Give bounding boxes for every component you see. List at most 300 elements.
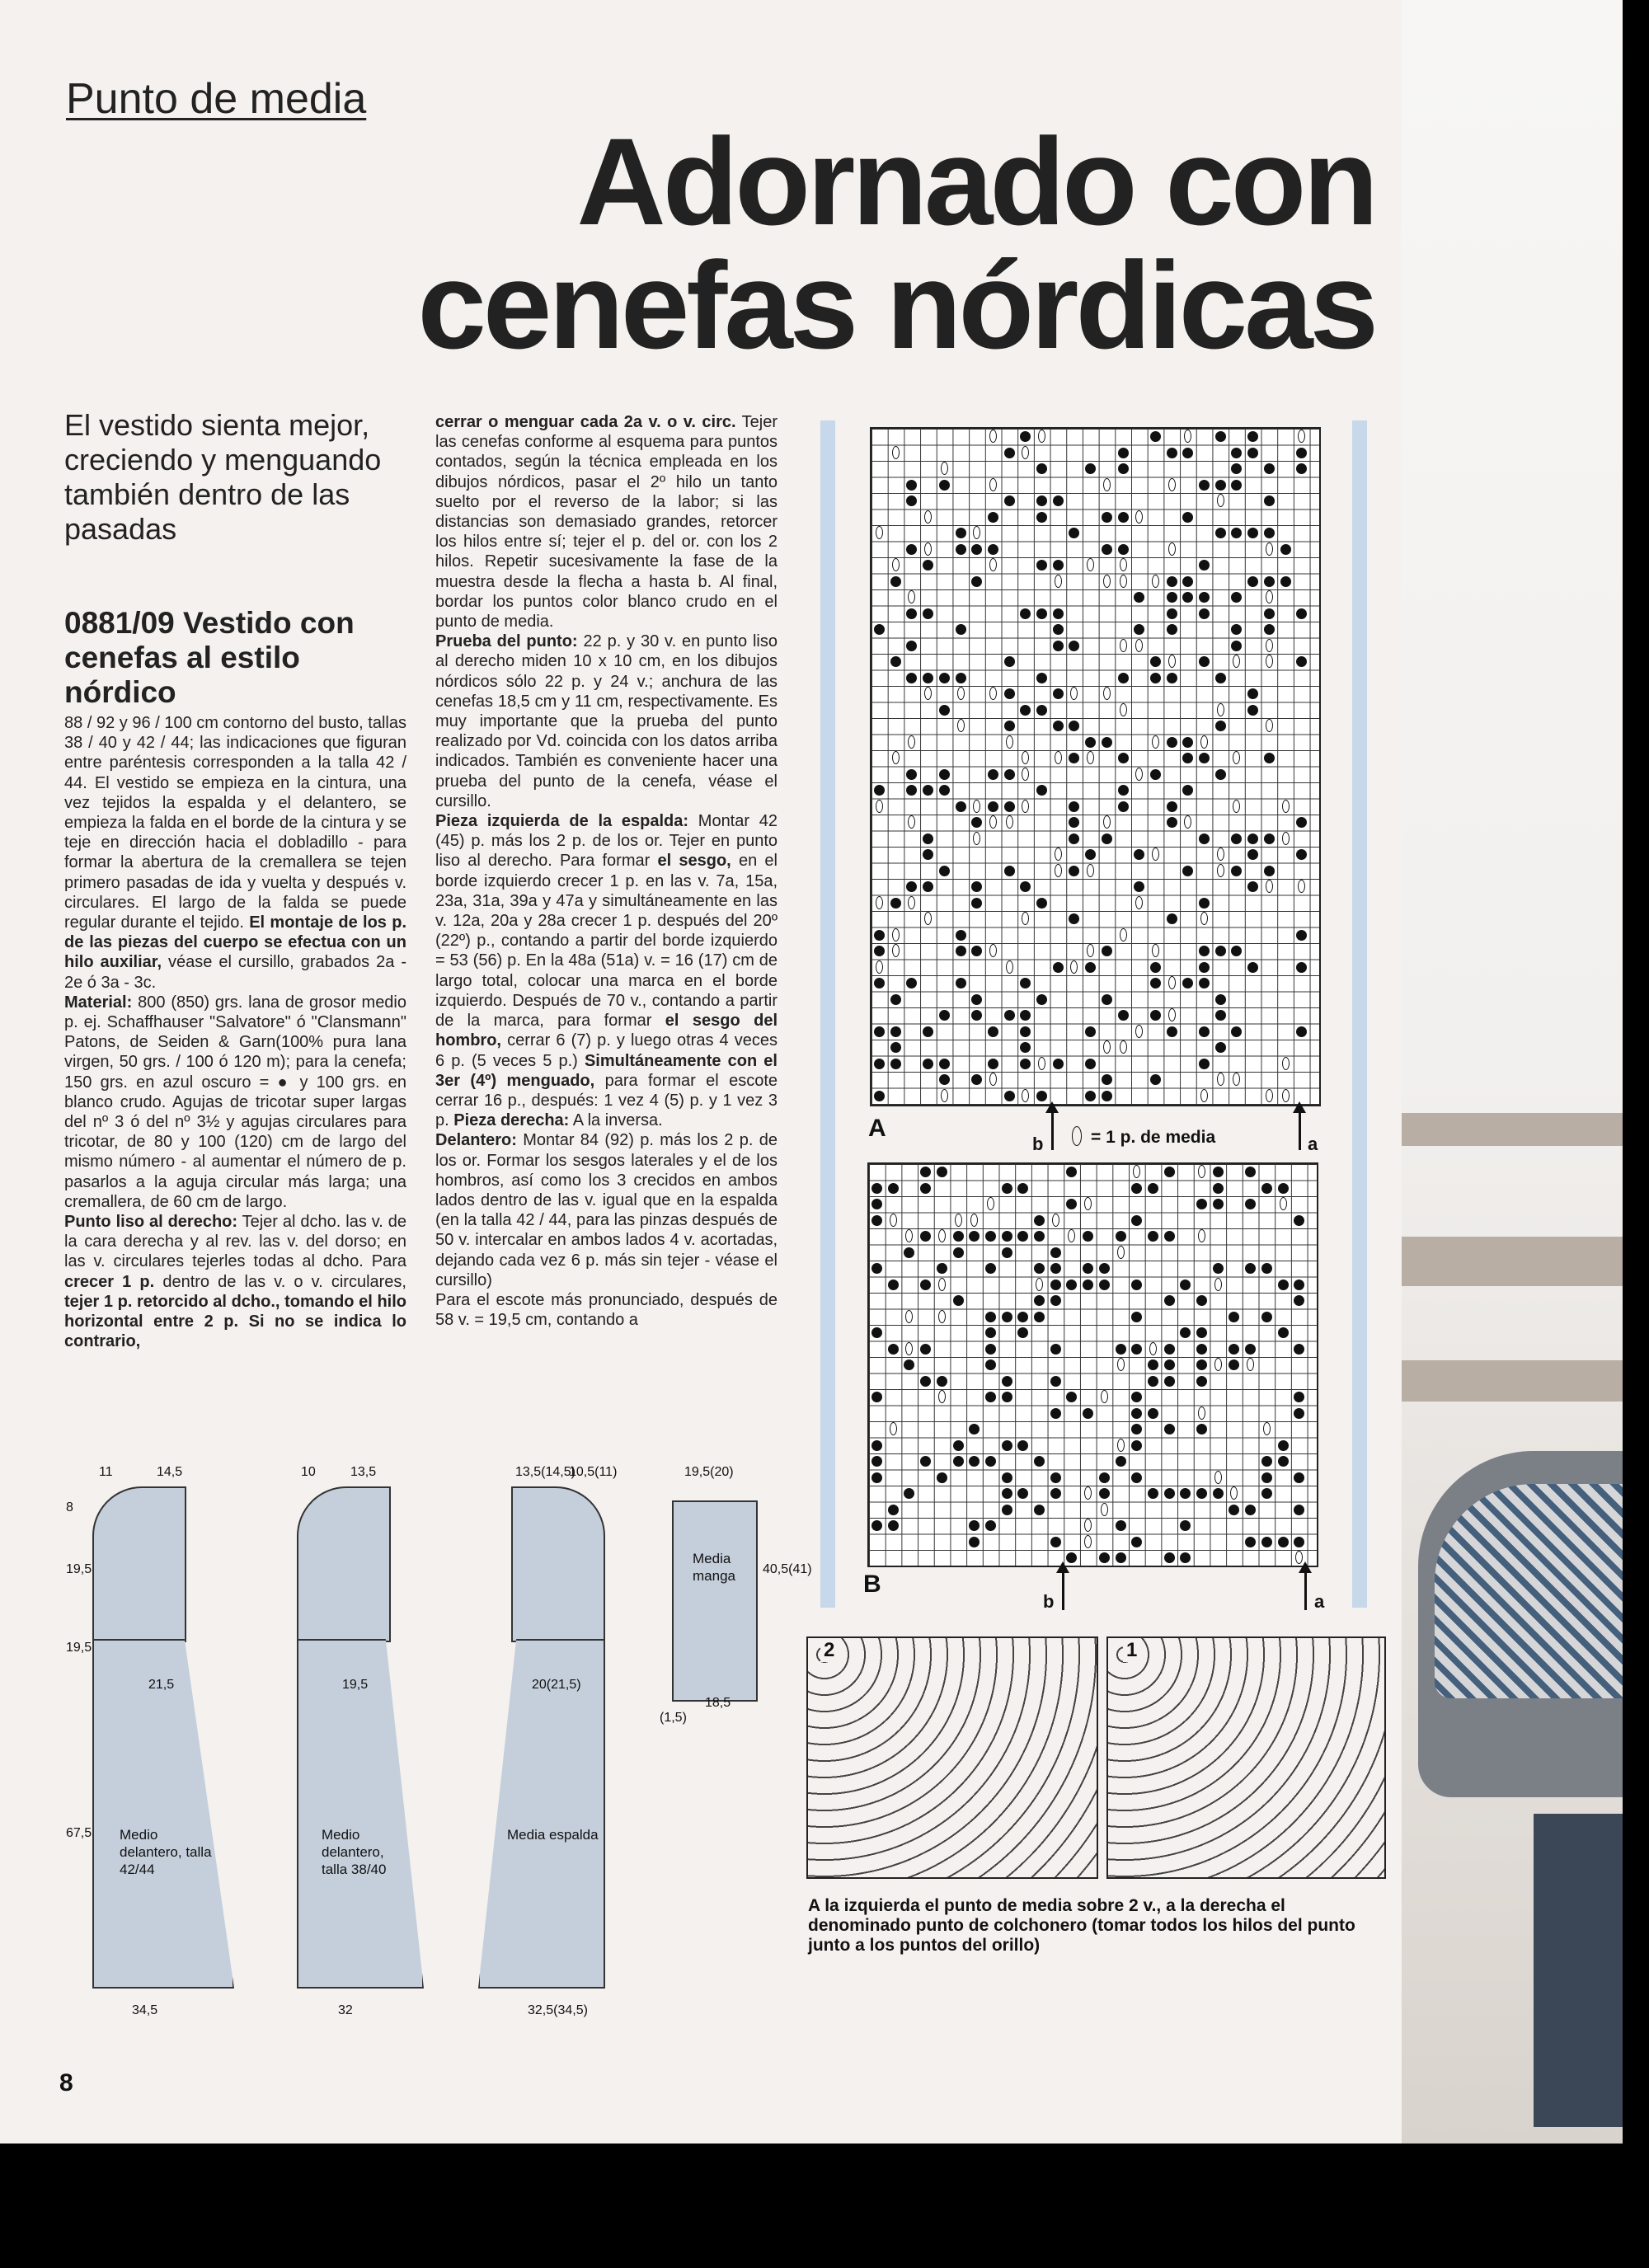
stitch-dot-icon	[1231, 448, 1242, 458]
illustration-duplicate-stitch	[806, 1636, 1098, 1879]
stitch-dot-icon	[969, 1456, 980, 1467]
bodice-shape	[92, 1486, 186, 1642]
stitch-dot-icon	[985, 1231, 996, 1242]
stitch-dot-icon	[1180, 1552, 1191, 1563]
stitch-dot-icon	[1213, 1199, 1224, 1209]
illustration-number: 2	[820, 1639, 838, 1662]
stitch-oval-icon	[1052, 1214, 1059, 1227]
stitch-dot-icon	[888, 1280, 899, 1290]
stitch-dot-icon	[920, 1456, 931, 1467]
stitch-oval-icon	[876, 960, 883, 974]
dim-label: 11	[99, 1465, 113, 1479]
stitch-dot-icon	[1036, 898, 1047, 909]
instructions-text: 800 (850) grs. lana de grosor medio p. ej. Schaffhauser "Salvatore" ó "Clansmann" Patons, de Seiden & Garn(100% pura lana virgen, 50 grs. / 100 ó 120 m); para la cenefa; 150 grs. en azul oscuro = ● y 100 grs. en blanco crudo. Agujas de tricotar super largas del nº 3 ó del nº 3½ y agujas circulares para tricotar, de 80 y 100 (120) cm de largo del mismo número - al aumentar el número de p. pasarlos a la aguja circular más larga; una cremallera, de 60 cm de largo.	[64, 993, 406, 1211]
dim-label: 8	[66, 1500, 73, 1514]
stitch-dot-icon	[923, 881, 933, 892]
chart-b-letter: B	[863, 1571, 881, 1598]
stitch-oval-icon	[1068, 1229, 1075, 1242]
stitch-dot-icon	[1294, 1505, 1304, 1515]
illustration-caption: A la izquierda el punto de media sobre 2 v., a la derecha el denominado punto de colchonero (tomar todos los hilos del punto junto a los puntos del orillo)	[808, 1896, 1355, 1955]
instructions-paragraph	[64, 993, 406, 1212]
stitch-oval-icon	[1184, 430, 1191, 443]
stitch-dot-icon	[1053, 1059, 1064, 1069]
stitch-oval-icon	[1200, 1089, 1208, 1102]
stitch-oval-icon	[989, 478, 997, 491]
stitch-dot-icon	[1199, 962, 1210, 973]
stitch-dot-icon	[1036, 608, 1047, 619]
stitch-dot-icon	[1247, 576, 1258, 587]
stitch-dot-icon	[1004, 688, 1015, 699]
instructions-bold-text: el sesgo del hombro,	[435, 1012, 778, 1050]
stitch-dot-icon	[1148, 1488, 1158, 1499]
stitch-dot-icon	[1116, 1520, 1126, 1531]
stitch-dot-icon	[1036, 560, 1047, 571]
stitch-oval-icon	[1103, 1040, 1111, 1054]
stitch-dot-icon	[1213, 1488, 1224, 1499]
stitch-dot-icon	[1196, 1376, 1207, 1387]
stitch-dot-icon	[906, 544, 917, 555]
stitch-oval-icon	[1120, 639, 1127, 652]
stitch-oval-icon	[938, 1390, 946, 1403]
stitch-dot-icon	[1278, 1183, 1289, 1194]
stitch-dot-icon	[1036, 705, 1047, 716]
instructions-paragraph	[64, 713, 406, 993]
stitch-dot-icon	[956, 528, 966, 538]
dim-label: 34,5	[132, 2003, 158, 2017]
stitch-dot-icon	[1164, 1231, 1175, 1242]
stitch-dot-icon	[1002, 1247, 1012, 1258]
stitch-dot-icon	[1196, 1488, 1207, 1499]
stitch-dot-icon	[1053, 721, 1064, 731]
nordic-border-photo	[1435, 1484, 1623, 1698]
stitch-dot-icon	[1017, 1183, 1028, 1194]
stitch-dot-icon	[874, 930, 885, 941]
stitch-oval-icon	[876, 896, 883, 909]
stitch-dot-icon	[1180, 1520, 1191, 1531]
bench-plank	[1402, 1360, 1623, 1402]
stitch-dot-icon	[1199, 1026, 1210, 1037]
stitch-dot-icon	[1118, 801, 1129, 812]
stitch-oval-icon	[1135, 639, 1143, 652]
instructions-bold-text: Prueba del punto:	[435, 632, 578, 651]
stitch-dot-icon	[1247, 833, 1258, 844]
instructions-bold-text: tejer 1 p. retorcido al dcho., tomando el hilo horizontal entre 2 p. Si no se indica lo contrario,	[64, 1292, 406, 1351]
stitch-dot-icon	[1069, 528, 1079, 538]
stitch-dot-icon	[906, 881, 917, 892]
stitch-dot-icon	[1231, 463, 1242, 474]
stitch-dot-icon	[1102, 737, 1112, 748]
stitch-dot-icon	[1131, 1537, 1142, 1547]
stitch-dot-icon	[1296, 817, 1307, 828]
stitch-oval-icon	[892, 928, 900, 941]
arrow-head-icon	[1056, 1561, 1069, 1573]
stitch-oval-icon	[1217, 1073, 1224, 1086]
stitch-oval-icon	[1168, 655, 1176, 668]
stitch-dot-icon	[1167, 608, 1177, 619]
stitch-dot-icon	[1231, 641, 1242, 651]
stitch-dot-icon	[1247, 962, 1258, 973]
stitch-dot-icon	[1199, 978, 1210, 988]
instructions-bold-text: Pieza derecha:	[453, 1111, 570, 1130]
instructions-text: Montar 42 (45) p. más los 2 p. de los or. Tejer en punto liso al derecho. Para formar	[435, 812, 778, 871]
stitch-dot-icon	[871, 1392, 882, 1402]
stitch-dot-icon	[1167, 624, 1177, 635]
stitch-dot-icon	[1247, 431, 1258, 442]
stitch-dot-icon	[1085, 737, 1096, 748]
stitch-dot-icon	[1245, 1167, 1256, 1177]
stitch-dot-icon	[871, 1199, 882, 1209]
stitch-oval-icon	[1006, 815, 1013, 829]
stitch-dot-icon	[1215, 769, 1226, 780]
dim-label: 21,5	[148, 1678, 175, 1692]
bench-plank	[1402, 1237, 1623, 1286]
stitch-dot-icon	[1118, 673, 1129, 683]
stitch-dot-icon	[939, 480, 950, 491]
stitch-dot-icon	[1036, 994, 1047, 1005]
stitch-oval-icon	[1168, 976, 1176, 989]
stitch-dot-icon	[1036, 1091, 1047, 1101]
stitch-oval-icon	[1084, 1535, 1092, 1548]
stitch-dot-icon	[953, 1295, 964, 1306]
stitch-dot-icon	[1296, 608, 1307, 619]
stitch-dot-icon	[985, 1263, 996, 1274]
stitch-dot-icon	[1296, 849, 1307, 860]
stitch-dot-icon	[1231, 480, 1242, 491]
stitch-dot-icon	[871, 1183, 882, 1194]
stitch-dot-icon	[1002, 1488, 1012, 1499]
stitch-oval-icon	[1152, 575, 1159, 588]
stitch-dot-icon	[888, 1520, 899, 1531]
stitch-dot-icon	[1116, 1344, 1126, 1355]
stitch-dot-icon	[937, 1376, 947, 1387]
stitch-dot-icon	[1294, 1344, 1304, 1355]
stitch-dot-icon	[939, 866, 950, 876]
stitch-oval-icon	[1282, 1057, 1290, 1070]
stitch-dot-icon	[939, 705, 950, 716]
stitch-dot-icon	[1164, 1359, 1175, 1370]
stitch-dot-icon	[1066, 1392, 1077, 1402]
stitch-dot-icon	[939, 769, 950, 780]
stitch-dot-icon	[904, 1488, 914, 1499]
stitch-dot-icon	[1131, 1392, 1142, 1402]
stitch-dot-icon	[1213, 1263, 1224, 1274]
stitch-dot-icon	[1199, 833, 1210, 844]
stitch-oval-icon	[987, 1197, 994, 1210]
stitch-dot-icon	[1085, 1026, 1096, 1037]
stitch-dot-icon	[871, 1472, 882, 1483]
stitch-dot-icon	[956, 673, 966, 683]
instructions-text: 22 p. y 30 v. en punto liso al derecho miden 10 x 10 cm, en los dibujos nórdicos sólo 22 p. y 24 v.; anchura de las cenefas 18,5 cm y 11 cm, respectivamente. Es muy importante que la prueba del punto realizado por Vd. coincida con los datos arriba indicados. También es conveniente hacer una prueba del punto de la cenefa, véase el cursillo.	[435, 632, 778, 810]
stitch-dot-icon	[1004, 1091, 1015, 1101]
stitch-dot-icon	[920, 1231, 931, 1242]
stitch-oval-icon	[890, 1214, 897, 1227]
schematic-front-4244	[66, 1465, 239, 2017]
stitch-dot-icon	[1196, 1424, 1207, 1435]
stitch-dot-icon	[1280, 576, 1291, 587]
instructions-bold-text: Material:	[64, 993, 133, 1012]
stitch-dot-icon	[1294, 1280, 1304, 1290]
stitch-oval-icon	[1266, 590, 1273, 603]
stitch-dot-icon	[939, 1059, 950, 1069]
dim-label: 32	[338, 2003, 353, 2017]
stitch-dot-icon	[1069, 721, 1079, 731]
stitch-dot-icon	[1182, 448, 1193, 458]
instructions-bold-text: El montaje de los p. de las piezas del cuerpo se efectua con un hilo auxiliar,	[64, 913, 406, 972]
stitch-dot-icon	[1102, 994, 1112, 1005]
stitch-dot-icon	[1164, 1552, 1175, 1563]
stitch-dot-icon	[1020, 1059, 1031, 1069]
stitch-dot-icon	[1085, 849, 1096, 860]
stitch-dot-icon	[890, 576, 901, 587]
stitch-dot-icon	[1131, 1312, 1142, 1322]
stitch-dot-icon	[1182, 753, 1193, 763]
stitch-dot-icon	[1199, 946, 1210, 956]
stitch-dot-icon	[1036, 512, 1047, 523]
stitch-dot-icon	[1294, 1472, 1304, 1483]
stitch-dot-icon	[1118, 448, 1129, 458]
stitch-oval-icon	[1214, 1358, 1222, 1371]
stitch-dot-icon	[1180, 1488, 1191, 1499]
stitch-dot-icon	[1182, 576, 1193, 587]
stitch-dot-icon	[871, 1456, 882, 1467]
stitch-dot-icon	[1131, 1424, 1142, 1435]
stitch-dot-icon	[1231, 946, 1242, 956]
dim-label: 32,5(34,5)	[528, 2003, 588, 2017]
schematic-back	[470, 1465, 635, 2017]
stitch-dot-icon	[1034, 1505, 1045, 1515]
stitch-oval-icon	[892, 944, 900, 957]
stitch-dot-icon	[1083, 1280, 1093, 1290]
stitch-dot-icon	[1164, 1344, 1175, 1355]
stitch-dot-icon	[1069, 641, 1079, 651]
instructions-paragraph	[435, 412, 778, 632]
stitch-dot-icon	[1215, 946, 1226, 956]
stitch-dot-icon	[937, 1472, 947, 1483]
stitch-dot-icon	[1020, 1026, 1031, 1037]
stitch-dot-icon	[1229, 1312, 1239, 1322]
stitch-oval-icon	[1280, 1197, 1287, 1210]
stitch-dot-icon	[1247, 881, 1258, 892]
stitch-oval-icon	[1038, 430, 1045, 443]
stitch-dot-icon	[1196, 1344, 1207, 1355]
stitch-dot-icon	[874, 624, 885, 635]
stitch-dot-icon	[1182, 592, 1193, 603]
stitch-dot-icon	[1034, 1263, 1045, 1274]
piece-label: Medio delantero, talla 42/44	[120, 1827, 212, 1877]
stitch-dot-icon	[1167, 737, 1177, 748]
stitch-dot-icon	[1167, 592, 1177, 603]
stitch-dot-icon	[1150, 673, 1161, 683]
stitch-oval-icon	[1266, 655, 1273, 668]
stitch-dot-icon	[1167, 448, 1177, 458]
stitch-oval-icon	[1022, 768, 1029, 781]
stitch-oval-icon	[1103, 687, 1111, 700]
stitch-oval-icon	[1087, 558, 1094, 571]
stitch-dot-icon	[906, 608, 917, 619]
stitch-dot-icon	[1199, 560, 1210, 571]
dim-label: 14,5	[157, 1465, 183, 1479]
stitch-oval-icon	[1217, 494, 1224, 507]
stitch-dot-icon	[1102, 544, 1112, 555]
stitch-dot-icon	[1150, 431, 1161, 442]
stitch-oval-icon	[1135, 510, 1143, 524]
stitch-dot-icon	[988, 769, 998, 780]
stitch-dot-icon	[1215, 431, 1226, 442]
instructions-text: Montar 84 (92) p. más los 2 p. de los or. Formar los sesgos laterales y el de los hombros, así como los 3 crecidos en ambos lados dentro de las v. igual que en la espalda (en la talla 42 / 44, para las pinzas después de 50 v. intercalar en ambos lados 4 v. acortadas, dejando cada vez 6 p. más sin tejer - véase el cursillo)	[435, 1131, 778, 1289]
stitch-dot-icon	[920, 1344, 931, 1355]
stitch-oval-icon	[1084, 1197, 1092, 1210]
stitch-dot-icon	[1134, 849, 1144, 860]
stitch-oval-icon	[892, 558, 900, 571]
stitch-oval-icon	[1022, 751, 1029, 764]
stitch-dot-icon	[1053, 962, 1064, 973]
stitch-dot-icon	[1020, 431, 1031, 442]
stitch-dot-icon	[1164, 1167, 1175, 1177]
bodice-shape	[511, 1486, 605, 1642]
stitch-dot-icon	[1116, 1456, 1126, 1467]
stitch-oval-icon	[989, 687, 997, 700]
instructions-bold-text: Delantero:	[435, 1131, 517, 1150]
stitch-dot-icon	[1247, 849, 1258, 860]
stitch-dot-icon	[1294, 1537, 1304, 1547]
instructions-bold-text: cerrar o menguar cada 2a v. o v. circ.	[435, 413, 736, 431]
stitch-dot-icon	[1261, 1263, 1272, 1274]
stitch-oval-icon	[989, 430, 997, 443]
stitch-oval-icon	[1233, 751, 1240, 764]
stitch-oval-icon	[908, 815, 915, 829]
stitch-oval-icon	[1133, 1165, 1140, 1178]
stitch-dot-icon	[1231, 1026, 1242, 1037]
stitch-dot-icon	[1278, 1327, 1289, 1338]
dim-label: 10,5(11)	[569, 1465, 618, 1479]
stitch-dot-icon	[953, 1440, 964, 1451]
stitch-dot-icon	[1261, 1472, 1272, 1483]
stitch-dot-icon	[920, 1280, 931, 1290]
piece-label: Medio delantero, talla 38/40	[322, 1827, 387, 1877]
stitch-dot-icon	[1229, 1359, 1239, 1370]
stitch-dot-icon	[1261, 1456, 1272, 1467]
stitch-dot-icon	[1296, 463, 1307, 474]
stitch-dot-icon	[969, 1231, 980, 1242]
stitch-oval-icon	[938, 1229, 946, 1242]
stitch-dot-icon	[1050, 1263, 1061, 1274]
stitch-dot-icon	[1182, 512, 1193, 523]
stitch-dot-icon	[1199, 753, 1210, 763]
stitch-dot-icon	[1167, 801, 1177, 812]
stitch-dot-icon	[985, 1327, 996, 1338]
chart-b-grid	[867, 1162, 1318, 1567]
stitch-oval-icon	[1233, 655, 1240, 668]
stitch-dot-icon	[1131, 1344, 1142, 1355]
stitch-dot-icon	[1199, 480, 1210, 491]
title-line-2: cenefas nórdicas	[417, 236, 1375, 374]
chart-legend: = 1 p. de media	[1091, 1128, 1216, 1147]
stitch-oval-icon	[1168, 478, 1176, 491]
stitch-oval-icon	[908, 896, 915, 909]
stitch-oval-icon	[1135, 896, 1143, 909]
stitch-dot-icon	[971, 946, 982, 956]
stitch-oval-icon	[989, 1073, 997, 1086]
stitch-dot-icon	[1020, 1042, 1031, 1053]
stitch-dot-icon	[1118, 1010, 1129, 1021]
stitch-dot-icon	[923, 1059, 933, 1069]
stitch-dot-icon	[1053, 641, 1064, 651]
stitch-dot-icon	[1131, 1440, 1142, 1451]
section-label: Punto de media	[66, 75, 367, 123]
stitch-dot-icon	[1050, 1472, 1061, 1483]
stitch-dot-icon	[1148, 1408, 1158, 1419]
stitch-dot-icon	[1036, 463, 1047, 474]
stitch-dot-icon	[1083, 1408, 1093, 1419]
stitch-dot-icon	[1118, 463, 1129, 474]
stitch-dot-icon	[1050, 1295, 1061, 1306]
lead-text: El vestido sienta mejor, creciendo y menguando también dentro de las pasadas	[64, 408, 382, 546]
stitch-dot-icon	[923, 1026, 933, 1037]
stitch-dot-icon	[904, 1359, 914, 1370]
stitch-dot-icon	[888, 1344, 899, 1355]
stitch-dot-icon	[1245, 1263, 1256, 1274]
stitch-dot-icon	[1167, 817, 1177, 828]
instructions-bold-text: Pieza izquierda de la espalda:	[435, 812, 689, 831]
chart-a-arrow-a: a	[1308, 1134, 1318, 1154]
stitch-oval-icon	[1217, 864, 1224, 877]
stitch-dot-icon	[1034, 1295, 1045, 1306]
bench-plank	[1402, 1113, 1623, 1146]
instructions-paragraph	[435, 811, 778, 1130]
stitch-dot-icon	[1102, 946, 1112, 956]
stitch-dot-icon	[1017, 1488, 1028, 1499]
stitch-dot-icon	[906, 673, 917, 683]
stitch-oval-icon	[924, 542, 932, 556]
stitch-dot-icon	[1278, 1537, 1289, 1547]
stitch-dot-icon	[1215, 1010, 1226, 1021]
stitch-dot-icon	[1099, 1472, 1110, 1483]
stitch-oval-icon	[1055, 751, 1062, 764]
stitch-dot-icon	[1034, 1456, 1045, 1467]
stitch-dot-icon	[1167, 673, 1177, 683]
stitch-oval-icon	[1282, 832, 1290, 845]
stitch-dot-icon	[1231, 624, 1242, 635]
stitch-oval-icon	[1087, 751, 1094, 764]
stitch-dot-icon	[1099, 1552, 1110, 1563]
stitch-oval-icon	[938, 1278, 946, 1291]
stitch-oval-icon	[1217, 703, 1224, 716]
stitch-oval-icon	[1101, 1390, 1108, 1403]
instructions-text: véase el cursillo, grabados 2a - 2e ó 3a - 3c.	[64, 953, 406, 992]
stitch-dot-icon	[890, 1042, 901, 1053]
stitch-dot-icon	[1118, 753, 1129, 763]
stitch-oval-icon	[1036, 1278, 1043, 1291]
stitch-oval-icon	[924, 510, 932, 524]
instructions-column-1	[64, 713, 406, 1352]
stitch-dot-icon	[939, 1010, 950, 1021]
instructions-text: cerrar 6 (7) p. y luego otras 4 veces 6 p. (5 veces 5 p.)	[435, 1031, 778, 1070]
stitch-dot-icon	[1294, 1295, 1304, 1306]
stitch-oval-icon	[1266, 639, 1273, 652]
stitch-dot-icon	[1261, 1537, 1272, 1547]
stitch-dot-icon	[1150, 978, 1161, 988]
stitch-dot-icon	[1164, 1376, 1175, 1387]
stitch-dot-icon	[1050, 1280, 1061, 1290]
stitch-oval-icon	[1214, 1471, 1222, 1484]
stitch-dot-icon	[923, 785, 933, 796]
stitch-dot-icon	[1002, 1312, 1012, 1322]
stitch-oval-icon	[1266, 880, 1273, 893]
stitch-dot-icon	[874, 1059, 885, 1069]
stitch-oval-icon	[1055, 575, 1062, 588]
stitch-dot-icon	[1280, 544, 1291, 555]
stitch-dot-icon	[1017, 1440, 1028, 1451]
